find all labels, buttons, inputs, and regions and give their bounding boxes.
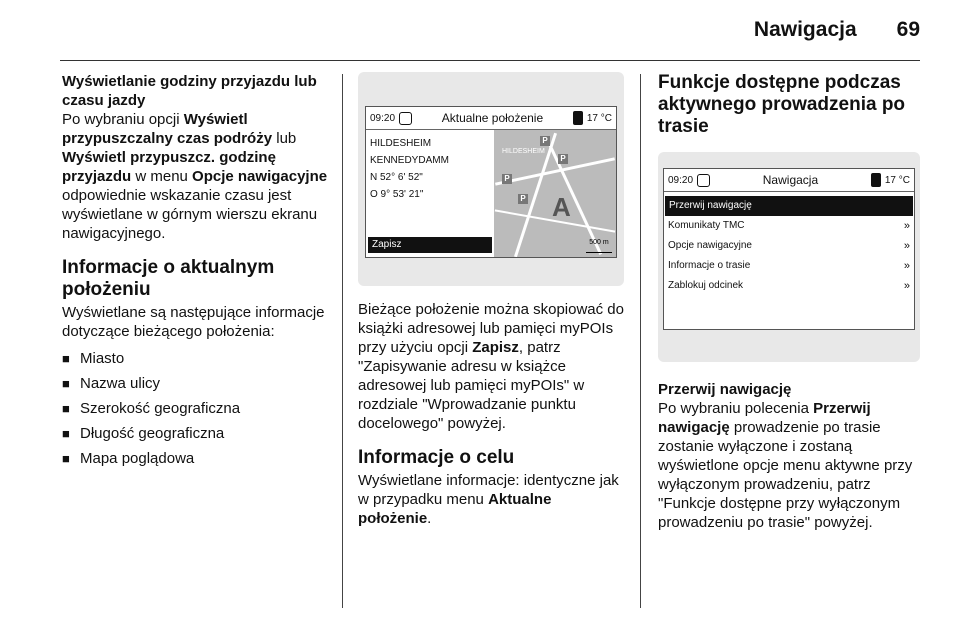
text: Wyświetlane informacje: identyczne jak w przypadku menu	[358, 472, 619, 508]
text: , patrz "Zapisywanie adresu w książce adresowej lub pamięci myPOIs" w rozdziale "Wprowadzanie punktu docelowego" powyżej.	[358, 339, 585, 432]
header-divider	[60, 60, 920, 61]
chevron-right-icon: »	[903, 260, 910, 272]
clock-time: 09:20	[370, 112, 396, 124]
clock-icon	[697, 174, 710, 187]
menu-name: Aktualne położenie	[358, 491, 552, 527]
text: prowadzenie po trasie zostanie wyłączone i zostaną wyświetlone opcje menu aktywne przy wyłączonym prowadzeniu, patrz "Funkcje dostępne przy wyłączonym prowadzeniu po trasie" powyżej.	[658, 419, 913, 531]
paragraph-current-position: Wyświetlane są następujące informacje dotyczące bieżącego położenia:	[62, 304, 325, 340]
heading-active-guidance: Funkcje dostępne podczas aktywnego prowadzenia po trasie	[658, 72, 906, 137]
chevron-right-icon: »	[903, 220, 910, 232]
list-item: ■ Długość geograficzna	[62, 424, 330, 443]
clock-icon	[399, 112, 412, 125]
chevron-right-icon: »	[903, 240, 910, 252]
paragraph-time	[62, 110, 330, 243]
temperature: 17 °C	[884, 174, 910, 186]
text: w menu	[131, 168, 193, 185]
text: odpowiednie wskazanie czasu jest wyświetlane w górnym wierszu ekranu nawigacyjnego.	[62, 187, 318, 242]
list-item: ■ Szerokość geograficzna	[62, 399, 330, 418]
menu-item-label: Opcje nawigacyjne	[668, 240, 752, 251]
info-list	[62, 349, 330, 468]
menu-item-label: Informacje o trasie	[668, 260, 751, 271]
list-item: ■ Mapa poglądowa	[62, 449, 330, 468]
text: lub	[272, 130, 297, 147]
subheading-stop-guidance: Przerwij nawigację	[658, 381, 792, 398]
display-screen	[365, 106, 617, 258]
text: Bieżące położenie można skopiować do książki adresowej lub pamięci myPOIs przy użyciu opcji	[358, 301, 624, 356]
menu-item-route-info[interactable]	[664, 256, 914, 276]
parking-icon: P	[540, 136, 550, 146]
heading-destination-info: Informacje o celu	[358, 447, 515, 468]
column-2	[358, 72, 626, 528]
parking-icon: P	[558, 154, 568, 164]
clock-time: 09:20	[668, 174, 694, 186]
subheading-time: Wyświetlanie godziny przyjazdu lub czasu jazdy	[62, 73, 317, 109]
map-scale: 500 m	[586, 233, 612, 253]
menu-item-label: Komunikaty TMC	[668, 220, 745, 231]
chevron-right-icon: »	[903, 280, 910, 292]
column-1	[62, 72, 330, 474]
list-item: ■ Nazwa ulicy	[62, 374, 330, 393]
column-divider	[342, 74, 343, 608]
thermometer-icon	[871, 173, 881, 187]
status-bar	[664, 169, 914, 192]
column-divider	[640, 74, 641, 608]
menu-item-tmc[interactable]	[664, 216, 914, 236]
position-arrow-icon: A	[552, 192, 571, 222]
display-screen	[663, 168, 915, 330]
overview-map	[494, 130, 616, 257]
paragraph-destination	[358, 471, 626, 528]
save-button[interactable]: Zapisz	[368, 237, 492, 253]
option-name: Wyświetl przypuszcz. godzinę przyjazdu	[62, 149, 276, 185]
option-name: Wyświetl przypuszczalny czas podróży	[62, 111, 273, 147]
list-item: ■ Miasto	[62, 349, 330, 368]
parking-icon: P	[502, 174, 512, 184]
thermometer-icon	[573, 111, 583, 125]
menu-item-nav-options[interactable]	[664, 236, 914, 256]
menu-item-label: Zablokuj odcinek	[668, 280, 744, 291]
text: Po wybraniu opcji	[62, 111, 184, 128]
page-number: 69	[896, 18, 920, 41]
menu-item-label: Przerwij nawigację	[669, 200, 752, 211]
position-info	[370, 135, 449, 203]
menu-name: Opcje nawigacyjne	[192, 168, 328, 185]
street: KENNEDYDAMM	[370, 155, 449, 166]
parking-icon: P	[518, 194, 528, 204]
status-bar	[366, 107, 616, 130]
map-label: HILDESHEIM	[502, 148, 545, 155]
option-name: Przerwij nawigację	[658, 400, 871, 436]
text: .	[427, 510, 432, 527]
screenshot-current-position	[358, 72, 624, 286]
navigation-menu	[664, 196, 914, 296]
column-3	[658, 72, 920, 532]
temperature: 17 °C	[586, 112, 612, 124]
city: HILDESHEIM	[370, 138, 432, 149]
option-name: Zapisz	[472, 339, 519, 356]
text: Po wybraniu polecenia	[658, 400, 814, 417]
menu-item-stop-guidance[interactable]	[665, 196, 913, 216]
page-header	[754, 18, 920, 42]
screen-title: Nawigacja	[762, 172, 819, 187]
paragraph-stop-guidance	[658, 399, 920, 532]
section-title: Nawigacja	[753, 18, 857, 41]
paragraph-save	[358, 300, 626, 433]
screenshot-navigation-menu	[658, 152, 920, 362]
heading-current-position: Informacje o aktualnym położeniu	[62, 257, 275, 300]
screen-title: Aktualne położenie	[441, 110, 544, 125]
latitude: N 52° 6' 52"	[370, 172, 423, 183]
longitude: O 9° 53' 21"	[370, 189, 424, 200]
menu-item-block-segment[interactable]	[664, 276, 914, 296]
